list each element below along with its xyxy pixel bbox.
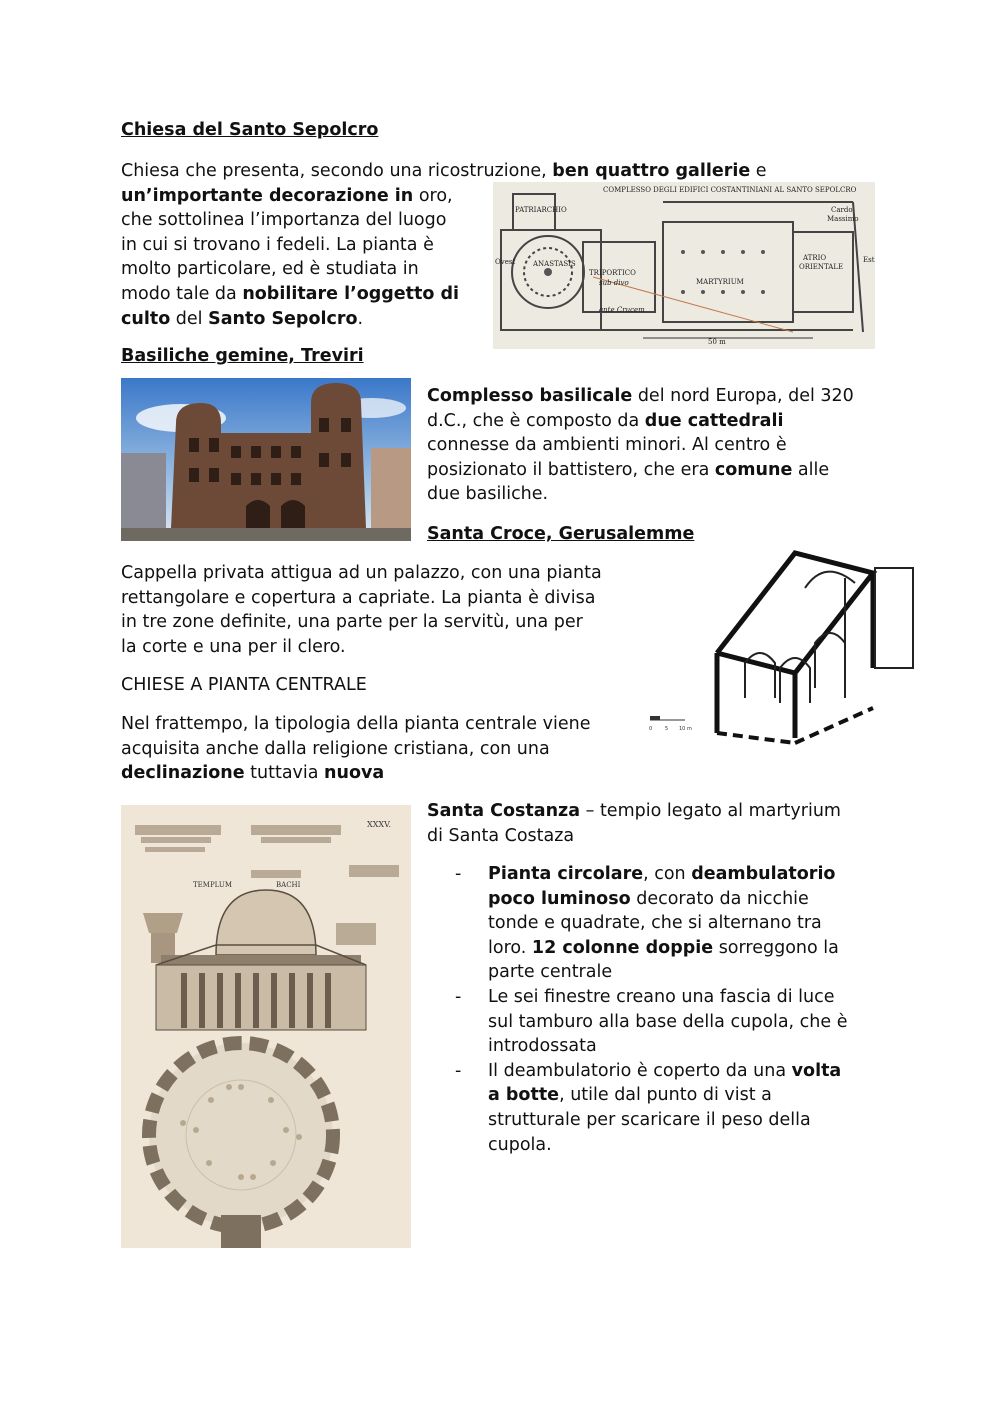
santa-costanza-title: Santa Costanza – tempio legato al martyrium di Santa Costaza: [427, 801, 841, 846]
santa-costanza-bullet-list: [455, 862, 875, 1157]
bullet-deambulatorio: - Il deambulatorio è coperto da una volta a botte, utile dal punto di vist a strutturale per scaricare il peso della cupola.: [455, 1060, 842, 1155]
plan-label-patriarchio: PATRIARCHIO: [515, 206, 567, 214]
plan-label-ovest: Ovest: [495, 258, 516, 266]
plan-label-martyrium: MARTYRIUM: [696, 278, 744, 286]
paragraph-basiliche-gemine: Complesso basilicale del nord Europa, del 320 d.C., che è composto da due cattedrali connesse da ambienti minori. Al centro è posizionato il battistero, che era comune alle due basiliche.: [427, 386, 854, 505]
heading-chiese-pianta-centrale: CHIESE A PIANTA CENTRALE: [121, 675, 367, 695]
plan-label-massimo: Massimo: [827, 215, 859, 223]
bullet-dash: -: [455, 986, 462, 1007]
bullet-pianta-circolare: - Pianta circolare, con deambulatorio poco luminoso decorato da nicchie tonde e quadrate, che si alternano tra loro. 12 colonne doppie sorreggono la parte centrale: [455, 864, 839, 983]
plan-scale-label: 50 m: [708, 338, 726, 346]
plan-santo-sepolcro-drawing: [493, 182, 875, 349]
bullet-dash: -: [455, 864, 462, 884]
engraving-plate-number: XXXV.: [367, 820, 392, 829]
plan-label-orientale: ORIENTALE: [799, 263, 844, 271]
plan-label-anastasis: ANASTASIS: [533, 260, 576, 268]
scale-label-10: 10 m: [679, 726, 692, 732]
bullet-sei-finestre: - Le sei finestre creano una fascia di luce sul tamburo alla base della cupola, che è introdossata: [455, 986, 848, 1057]
heading-basiliche-gemine: Basiliche gemine, Treviri: [121, 346, 364, 366]
santa-croce-drawing: [645, 548, 915, 750]
plan-title: COMPLESSO DEGLI EDIFICI COSTANTINIANI AL SANTO SEPOLCRO: [603, 186, 857, 194]
engraving-label-bachi: BACHI: [276, 881, 301, 889]
plan-label-triportico: TRIPORTICO: [589, 269, 636, 277]
heading-santa-croce: Santa Croce, Gerusalemme: [427, 524, 695, 544]
santa-costanza-drawing: [121, 805, 411, 1248]
paragraph-santo-sepolcro: Chiesa che presenta, secondo una ricostruzione, ben quattro gallerie e un’importante decorazione in oro, che sottolinea l’importanza del luogo in cui si trovano i fedeli. La pianta è molto particolare, ed è studiata in modo tale da nobilitare l’oggetto di culto del Santo Sepolcro.: [121, 161, 767, 329]
porta-nigra-illustration: [121, 378, 411, 541]
scale-label-0: 0: [649, 726, 653, 732]
plan-label-sub-divo: sub divo: [599, 279, 629, 287]
axonometric-santa-croce: [645, 548, 915, 750]
paragraph-santa-croce: Cappella privata attigua ad un palazzo, con una pianta rettangolare e copertura a capriate. La pianta è divisa in tre zone definite, una parte per la servitù, una per la corte e una per il clero.: [121, 563, 602, 657]
plan-label-ante-crucem: ante Crucem: [599, 306, 645, 314]
scale-label-5: 5: [665, 726, 669, 732]
engraving-label-templum: TEMPLUM: [193, 881, 232, 889]
plan-santo-sepolcro-figure: [493, 182, 875, 349]
bullet-dash: -: [455, 1060, 462, 1081]
plan-label-est: Est: [863, 256, 875, 264]
engraving-santa-costanza: [121, 805, 411, 1248]
photo-porta-nigra: [121, 378, 411, 541]
plan-label-cardo: Cardo: [831, 206, 853, 214]
paragraph-pianta-centrale: Nel frattempo, la tipologia della pianta centrale viene acquisita anche dalla religione cristiana, con una declinazione tuttavia nuova: [121, 714, 591, 784]
heading-santo-sepolcro: Chiesa del Santo Sepolcro: [121, 120, 379, 140]
plan-label-atrio: ATRIO: [803, 254, 827, 262]
